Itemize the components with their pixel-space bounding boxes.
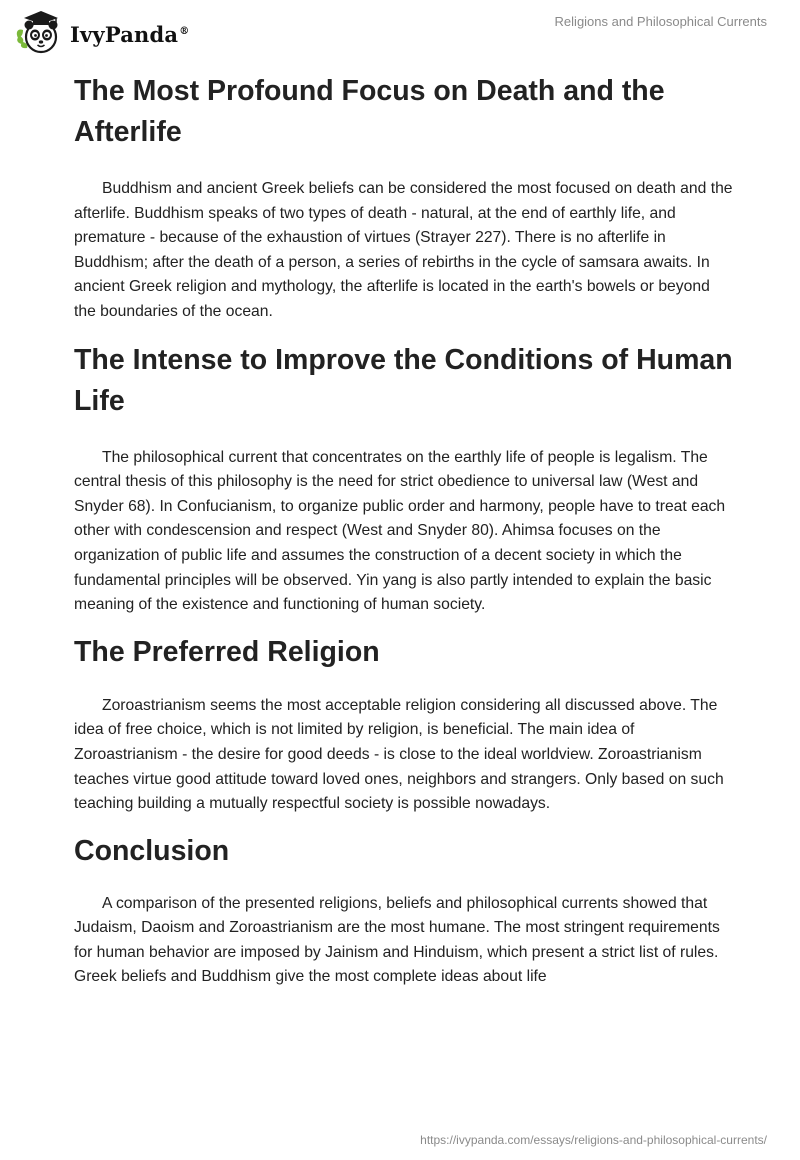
- panda-graduate-icon: [14, 8, 64, 58]
- section-conclusion: [74, 831, 734, 990]
- section-paragraph: A comparison of the presented religions, beliefs and philosophical currents showed that Judaism, Daoism and Zoroastrianism are the most humane. The most stringent requirements for human behavior are imposed by Jainism and Hinduism, which present a strict list of rules. Greek beliefs and Buddhism give the most complete ideas about life: [74, 894, 720, 986]
- section-heading: The Preferred Religion: [74, 635, 380, 668]
- section-paragraph: Zoroastrianism seems the most acceptable religion considering all discussed above. The idea of free choice, which is not limited by religion, is beneficial. The main idea of Zoroastrianism - the desire for good deeds - is close to the ideal worldview. Zoroastrianism teaches virtue good attitude toward loved ones, neighbors and strangers. Only based on such teaching building a mutually respectful society is possible nowadays.: [74, 696, 724, 813]
- essay-content: [74, 68, 734, 990]
- section-paragraph: The philosophical current that concentrates on the earthly life of people is legalism. The central thesis of this philosophy is the need for strict obedience to universal law (West and Snyder 68). In Confucianism, to organize public order and harmony, people have to treat each other with condescension and respect (West and Snyder 80). Ahimsa focuses on the organization of public life and assumes the construction of a decent society in which the fundamental principles will be observed. Yin yang is also partly intended to explain the basic meaning of the existence and functioning of human society.: [74, 448, 726, 614]
- ivypanda-logo[interactable]: [14, 8, 189, 58]
- section-heading: Conclusion: [74, 834, 230, 867]
- section-death-afterlife: [74, 71, 734, 325]
- section-heading: The Most Profound Focus on Death and the Afterlife: [74, 75, 665, 148]
- page-header: [0, 0, 800, 72]
- section-heading: The Intense to Improve the Conditions of Human Life: [74, 343, 733, 417]
- logo-wordmark: IvyPanda®: [70, 21, 190, 47]
- running-title: Religions and Philosophical Currents: [554, 14, 767, 29]
- source-url-link[interactable]: https://ivypanda.com/essays/religions-and-philosophical-currents/: [420, 1133, 767, 1147]
- section-preferred-religion: [74, 632, 734, 817]
- section-paragraph: Buddhism and ancient Greek beliefs can be considered the most focused on death and the afterlife. Buddhism speaks of two types of death - natural, at the end of earthly life, and premature - because of the exhaustion of virtues (Strayer 227). There is no afterlife in Buddhism; after the death of a person, a series of rebirths in the cycle of samsara awaits. In ancient Greek religion and mythology, the afterlife is located in the earth's bowels or beyond the boundaries of the ocean.: [74, 180, 733, 320]
- section-human-life: [74, 340, 734, 618]
